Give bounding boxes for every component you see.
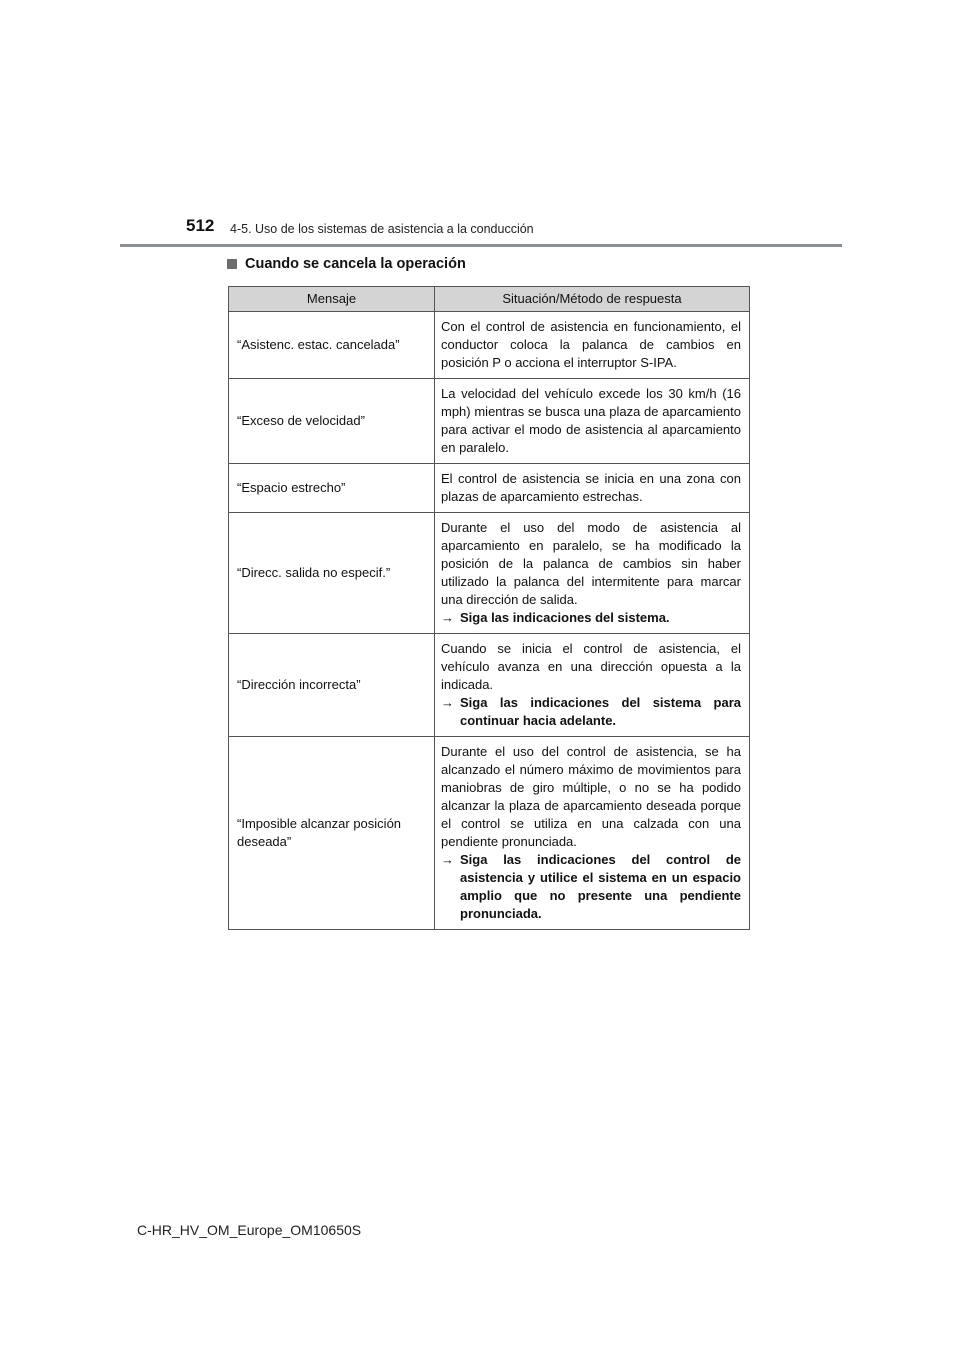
header-divider	[120, 244, 842, 247]
message-cell: “Espacio estrecho”	[229, 464, 435, 513]
response-text: La velocidad del vehículo excede los 30 km/h (16 mph) mientras se busca una plaza de aparcamiento para activar el modo de asistencia al aparcamiento en paralelo.	[441, 386, 741, 455]
response-text: El control de asistencia se inicia en una zona con plazas de aparcamiento estrechas.	[441, 471, 741, 504]
message-cell: “Exceso de velocidad”	[229, 379, 435, 464]
section-title: 4-5. Uso de los sistemas de asistencia a la conducción	[230, 222, 534, 236]
response-text: Durante el uso del modo de asistencia al aparcamiento en paralelo, se ha modificado la posición de la palanca de cambios sin haber utilizado la palanca del intermitente para marcar una dirección de salida.	[441, 520, 741, 607]
table-row	[229, 379, 750, 464]
square-bullet-icon	[227, 259, 237, 269]
table-row	[229, 464, 750, 513]
response-cell	[435, 634, 750, 737]
action-text: Siga las indicaciones del control de asistencia y utilice el sistema en un espacio amplio que no presente una pendiente pronunciada.	[460, 852, 741, 921]
messages-table	[228, 286, 750, 930]
page-number: 512	[186, 216, 215, 235]
response-cell	[435, 737, 750, 930]
right-arrow-icon: →	[441, 610, 454, 625]
response-text: Cuando se inicia el control de asistencia, el vehículo avanza en una dirección opuesta a la indicada.	[441, 641, 741, 692]
response-text: Con el control de asistencia en funcionamiento, el conductor coloca la palanca de cambios en posición P o acciona el interruptor S-IPA.	[441, 319, 741, 370]
response-cell	[435, 379, 750, 464]
document-code: C-HR_HV_OM_Europe_OM10650S	[137, 1222, 362, 1238]
table-row	[229, 634, 750, 737]
table-row	[229, 737, 750, 930]
right-arrow-icon: →	[441, 852, 454, 867]
response-text: Durante el uso del control de asistencia, se ha alcanzado el número máximo de movimientos para maniobras de giro múltiple, o no se ha podido alcanzar la plaza de aparcamiento deseada porque el control se utiliza en una calzada con una pendiente pronunciada.	[441, 744, 741, 849]
column-header-message: Mensaje	[229, 287, 435, 312]
message-cell: “Asistenc. estac. cancelada”	[229, 312, 435, 379]
action-instruction	[441, 609, 741, 627]
response-cell	[435, 513, 750, 634]
message-cell: “Direcc. salida no especif.”	[229, 513, 435, 634]
table-header-row	[229, 287, 750, 312]
column-header-response: Situación/Método de respuesta	[435, 287, 750, 312]
action-instruction	[441, 694, 741, 730]
subsection-heading-text: Cuando se cancela la operación	[245, 256, 466, 272]
table-row	[229, 312, 750, 379]
message-cell: “Imposible alcanzar posición deseada”	[229, 737, 435, 930]
action-text: Siga las indicaciones del sistema para continuar hacia adelante.	[460, 695, 741, 728]
message-cell: “Dirección incorrecta”	[229, 634, 435, 737]
subsection-heading	[227, 256, 466, 272]
table-row	[229, 513, 750, 634]
action-instruction	[441, 851, 741, 923]
action-text: Siga las indicaciones del sistema.	[460, 610, 670, 625]
response-cell	[435, 464, 750, 513]
response-cell	[435, 312, 750, 379]
right-arrow-icon: →	[441, 695, 454, 710]
